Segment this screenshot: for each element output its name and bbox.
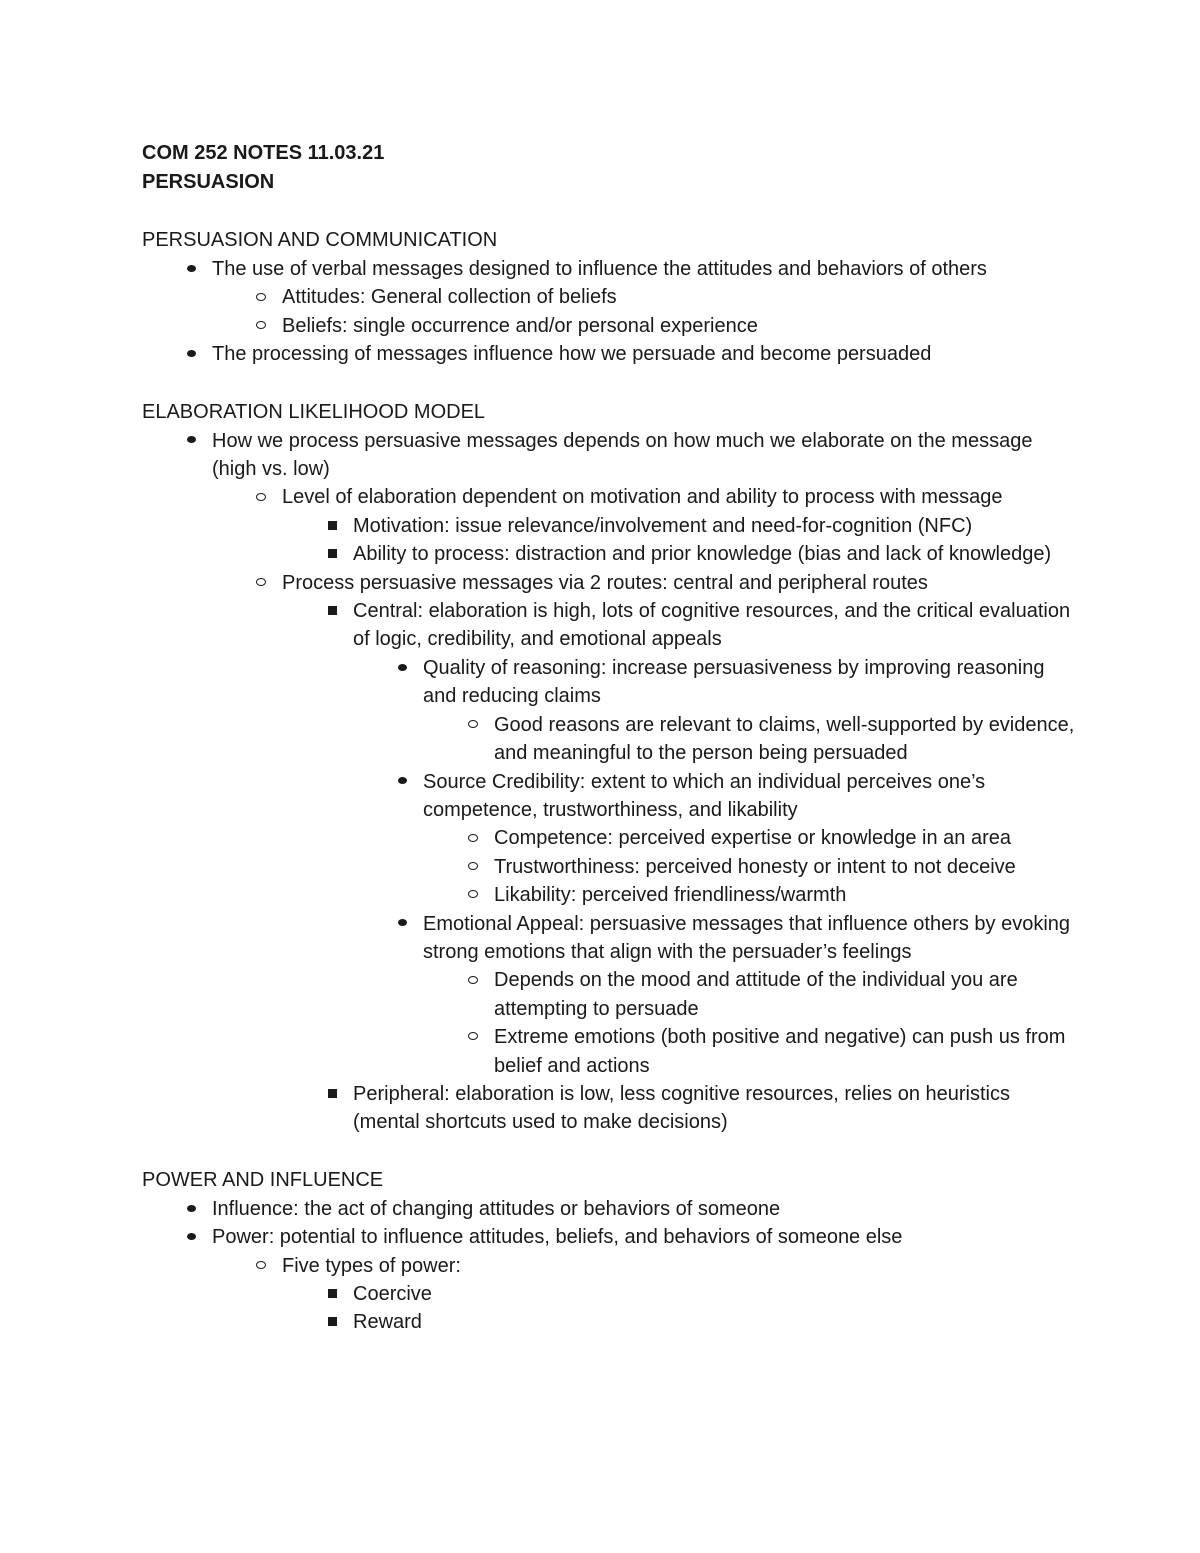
list-marker xyxy=(458,881,488,909)
list-item xyxy=(494,711,1082,768)
list-marker xyxy=(176,1223,206,1251)
list-item xyxy=(353,1308,1082,1336)
square-bullet-icon xyxy=(328,549,337,558)
list-item-text: Source Credibility: extent to which an individual perceives one’s competence, trustworthiness, and likability xyxy=(423,770,986,821)
section-heading: PERSUASION AND COMMUNICATION xyxy=(142,229,498,251)
list-item xyxy=(353,1080,1082,1137)
hollow-bullet-icon xyxy=(468,834,478,842)
list-item-text: Trustworthiness: perceived honesty or intent to not deceive xyxy=(494,855,1016,878)
list-marker xyxy=(458,711,488,739)
hollow-bullet-icon xyxy=(468,862,478,870)
document-body xyxy=(142,139,1082,1337)
list-item-text: Good reasons are relevant to claims, well-supported by evidence, and meaningful to the person being persuaded xyxy=(494,713,1075,765)
sections-container xyxy=(142,197,1082,1337)
list-marker xyxy=(176,1195,206,1223)
list-marker xyxy=(246,569,276,597)
filled-bullet-icon xyxy=(187,1233,196,1240)
list-marker xyxy=(317,512,347,540)
list-item-text: Reward xyxy=(353,1311,422,1334)
hollow-bullet-icon xyxy=(468,720,478,728)
list-item xyxy=(212,427,1082,484)
list-item-text: Coercive xyxy=(353,1283,432,1305)
section-heading: POWER AND INFLUENCE xyxy=(142,1168,384,1191)
list-item xyxy=(494,966,1082,1023)
list-item xyxy=(282,1252,1082,1280)
list-item-text: Central: elaboration is high, lots of cognitive resources, and the critical evaluation of logic, credibility, and emotional appeals xyxy=(353,600,1071,651)
square-bullet-icon xyxy=(328,1089,337,1098)
list-item-text: Level of elaboration dependent on motivation and ability to process with message xyxy=(282,486,1003,509)
list-item-text: Depends on the mood and attitude of the individual you are attempting to persuade xyxy=(494,969,1018,1020)
filled-bullet-icon xyxy=(187,350,196,357)
list-item-text: Extreme emotions (both positive and negative) can push us from belief and actions xyxy=(494,1026,1066,1077)
hollow-bullet-icon xyxy=(256,1261,266,1269)
list-marker xyxy=(246,483,276,511)
list-marker xyxy=(387,654,417,682)
hollow-bullet-icon xyxy=(256,578,266,586)
list-item xyxy=(212,1223,1082,1251)
document-subtitle: PERSUASION xyxy=(142,171,275,193)
list-item xyxy=(353,1280,1082,1308)
list-item-text: Influence: the act of changing attitudes or behaviors of someone xyxy=(212,1197,781,1220)
list-marker xyxy=(176,427,206,455)
list-item-text: Emotional Appeal: persuasive messages that influence others by evoking strong emotions that align with the persuader’s feelings xyxy=(423,912,1071,963)
list-marker xyxy=(176,340,206,368)
filled-bullet-icon xyxy=(187,265,196,272)
list-marker xyxy=(176,255,206,283)
list-item xyxy=(282,312,1082,340)
list-item-text: Attitudes: General collection of beliefs xyxy=(282,286,617,309)
hollow-bullet-icon xyxy=(256,321,266,329)
list-marker xyxy=(387,768,417,796)
list-item-text: Beliefs: single occurrence and/or personal experience xyxy=(282,314,758,337)
list-item-text: Likability: perceived friendliness/warmth xyxy=(494,884,847,907)
hollow-bullet-icon xyxy=(468,1032,478,1040)
list-marker xyxy=(458,824,488,852)
list-item xyxy=(282,483,1082,511)
square-bullet-icon xyxy=(328,1317,337,1326)
list-item xyxy=(353,512,1082,540)
hollow-bullet-icon xyxy=(468,976,478,984)
list-item-text: Power: potential to influence attitudes, beliefs, and behaviors of someone else xyxy=(212,1226,903,1249)
square-bullet-icon xyxy=(328,606,337,615)
list-marker xyxy=(317,1080,347,1108)
list-item-text: How we process persuasive messages depends on how much we elaborate on the message (high vs. low) xyxy=(212,429,1033,481)
list-item xyxy=(282,569,1082,597)
list-item xyxy=(212,340,1082,368)
list-item-text: Ability to process: distraction and prior knowledge (bias and lack of knowledge) xyxy=(353,543,1052,566)
hollow-bullet-icon xyxy=(256,293,266,301)
filled-bullet-icon xyxy=(187,1205,196,1212)
list-marker xyxy=(317,597,347,625)
list-item xyxy=(423,910,1082,967)
list-item xyxy=(353,540,1082,568)
document-title: COM 252 NOTES 11.03.21 xyxy=(142,142,385,164)
list-item-text: Five types of power: xyxy=(282,1254,461,1277)
list-marker xyxy=(246,312,276,340)
section-spacer xyxy=(142,1137,1082,1166)
filled-bullet-icon xyxy=(398,777,407,784)
square-bullet-icon xyxy=(328,1289,337,1298)
section-heading: ELABORATION LIKELIHOOD MODEL xyxy=(142,400,486,423)
list-marker xyxy=(458,966,488,994)
list-item-text: Competence: perceived expertise or knowledge in an area xyxy=(494,827,1011,850)
list-marker xyxy=(317,540,347,568)
list-item xyxy=(423,768,1082,825)
filled-bullet-icon xyxy=(398,919,407,926)
list-marker xyxy=(458,853,488,881)
hollow-bullet-icon xyxy=(468,890,478,898)
filled-bullet-icon xyxy=(187,436,196,443)
list-marker xyxy=(387,910,417,938)
list-item-text: Quality of reasoning: increase persuasiveness by improving reasoning and reducing claims xyxy=(423,656,1045,708)
square-bullet-icon xyxy=(328,521,337,530)
list-item-text: Motivation: issue relevance/involvement and need-for-cognition (NFC) xyxy=(353,514,973,537)
section-spacer xyxy=(142,197,1082,226)
list-item xyxy=(212,255,1082,283)
list-marker xyxy=(317,1280,347,1308)
list-item-text: The processing of messages influence how we persuade and become persuaded xyxy=(212,343,932,366)
list-item xyxy=(212,1195,1082,1223)
list-marker xyxy=(317,1308,347,1336)
list-item xyxy=(494,853,1082,881)
hollow-bullet-icon xyxy=(256,493,266,501)
list-item xyxy=(494,824,1082,852)
section-spacer xyxy=(142,369,1082,398)
list-item xyxy=(353,597,1082,654)
list-item xyxy=(423,654,1082,711)
list-item-text: Process persuasive messages via 2 routes: central and peripheral routes xyxy=(282,571,928,594)
list-marker xyxy=(246,1252,276,1280)
list-item-text: Peripheral: elaboration is low, less cognitive resources, relies on heuristics (mental shortcuts used to make decisions) xyxy=(353,1082,1010,1134)
filled-bullet-icon xyxy=(398,664,407,671)
list-item xyxy=(494,1023,1082,1080)
list-marker xyxy=(246,283,276,311)
list-marker xyxy=(458,1023,488,1051)
list-item xyxy=(282,283,1082,311)
list-item xyxy=(494,881,1082,909)
list-item-text: The use of verbal messages designed to influence the attitudes and behaviors of others xyxy=(212,258,987,280)
